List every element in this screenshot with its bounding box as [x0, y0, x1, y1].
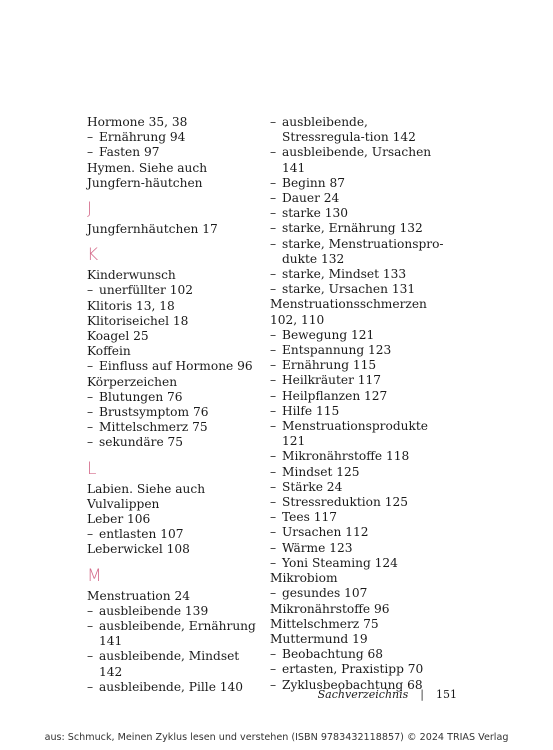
- index-subentry: – Einfluss auf Hormone 96: [87, 359, 262, 374]
- index-subentry: – starke, Menstruationspro-dukte 132: [270, 237, 450, 267]
- index-subentry: – Brustsymptom 76: [87, 405, 262, 420]
- index-subentry: – starke, Ernährung 132: [270, 221, 450, 236]
- index-entry: Leber 106: [87, 512, 151, 527]
- index-subentry: – ertasten, Praxistipp 70: [270, 662, 450, 677]
- index-subentry: – entlasten 107: [87, 527, 262, 542]
- index-subentry: – Fasten 97: [87, 145, 262, 160]
- index-letter-heading: L: [87, 458, 97, 479]
- index-subentry: – ausbleibende, Pille 140: [87, 680, 262, 695]
- index-subentry: – starke, Ursachen 131: [270, 282, 450, 297]
- index-subentry: – unerfüllter 102: [87, 283, 262, 298]
- index-entry: Koagel 25: [87, 329, 149, 344]
- index-subentry: – ausbleibende, Ernährung 141: [87, 619, 262, 649]
- source-credit: aus: Schmuck, Meinen Zyklus lesen und verstehen (ISBN 9783432118857) © 2024 TRIAS Verlag: [44, 732, 509, 743]
- index-entry: Körperzeichen: [87, 374, 178, 389]
- index-subentry: – Ernährung 94: [87, 130, 262, 145]
- index-subentry: – Beginn 87: [270, 176, 450, 191]
- index-column-left: [87, 115, 262, 695]
- index-letter-heading: J: [87, 199, 93, 220]
- footer-section-title: Sachverzeichnis: [317, 688, 409, 701]
- index-subentry: – Heilpflanzen 127: [270, 389, 450, 404]
- index-entry: Koffein: [87, 344, 131, 359]
- index-subentry: – Heilkräuter 117: [270, 373, 450, 388]
- index-subentry: – Zyklusbeobachtung 68: [270, 678, 450, 693]
- index-entry: Klitoris 13, 18: [87, 298, 175, 313]
- index-column-right: [270, 115, 450, 693]
- index-subentry: – Entspannung 123: [270, 343, 450, 358]
- index-subentry: – Mikronährstoffe 118: [270, 449, 450, 464]
- index-entry: Menstruationsschmerzen 102, 110: [270, 297, 427, 327]
- index-subentry: – Ursachen 112: [270, 525, 450, 540]
- index-entry: Labien. Siehe auch Vulvalippen: [87, 481, 206, 511]
- footer-separator: |: [420, 688, 424, 701]
- index-subentry: – ausbleibende 139: [87, 604, 262, 619]
- page-footer: [318, 688, 457, 701]
- index-subentry: – Stärke 24: [270, 480, 450, 495]
- index-subentry: – Bewegung 121: [270, 328, 450, 343]
- index-letter-heading: K: [87, 245, 99, 266]
- index-entry: Hormone 35, 38: [87, 115, 188, 129]
- index-subentry: – Yoni Steaming 124: [270, 556, 450, 571]
- index-subentry: – Dauer 24: [270, 191, 450, 206]
- index-subentry: – starke, Mindset 133: [270, 267, 450, 282]
- index-subentry: – Mindset 125: [270, 465, 450, 480]
- index-entry: Muttermund 19: [270, 631, 368, 646]
- page-number: 151: [436, 688, 457, 701]
- index-subentry: – ausbleibende, Stressregula-tion 142: [270, 115, 450, 145]
- index-subentry: – Beobachtung 68: [270, 647, 450, 662]
- index-subentry: – Hilfe 115: [270, 404, 450, 419]
- index-subentry: – Mittelschmerz 75: [87, 420, 262, 435]
- index-entry: Kinderwunsch: [87, 268, 176, 283]
- index-subentry: – Menstruationsprodukte 121: [270, 419, 450, 449]
- index-subentry: – ausbleibende, Mindset 142: [87, 649, 262, 679]
- index-subentry: – sekundäre 75: [87, 435, 262, 450]
- index-entry: Jungfernhäutchen 17: [87, 222, 218, 237]
- index-subentry: – Tees 117: [270, 510, 450, 525]
- index-entry: Hymen. Siehe auch Jungfern-häutchen: [87, 160, 208, 190]
- index-subentry: – Stressreduktion 125: [270, 495, 450, 510]
- index-entry: Klitoriseichel 18: [87, 313, 189, 328]
- index-entry: Menstruation 24: [87, 588, 190, 603]
- index-subentry: – ausbleibende, Ursachen 141: [270, 145, 450, 175]
- index-entry: Mikronährstoffe 96: [270, 601, 390, 616]
- index-entry: Leberwickel 108: [87, 542, 190, 557]
- index-subentry: – Blutungen 76: [87, 390, 262, 405]
- index-entry: Mittelschmerz 75: [270, 616, 379, 631]
- index-letter-heading: M: [87, 565, 102, 586]
- index-subentry: – Wärme 123: [270, 541, 450, 556]
- index-entry: Mikrobiom: [270, 571, 338, 586]
- index-subentry: – Ernährung 115: [270, 358, 450, 373]
- index-subentry: – gesundes 107: [270, 586, 450, 601]
- index-subentry: – starke 130: [270, 206, 450, 221]
